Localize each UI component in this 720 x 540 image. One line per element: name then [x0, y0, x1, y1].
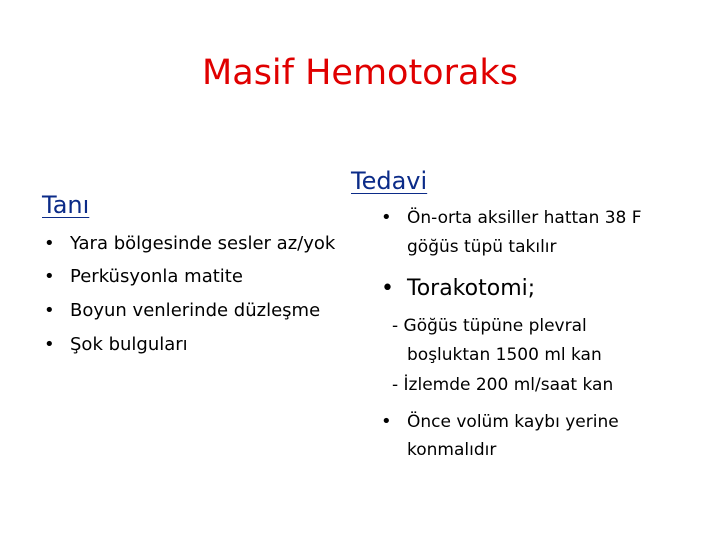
right-sub-item-continuation: boşluktan 1500 ml kan [407, 345, 602, 365]
left-list-item: Boyun venlerinde düzleşme [70, 300, 321, 321]
bullet-icon: • [44, 233, 55, 254]
left-heading: Tanı [42, 191, 90, 219]
left-list-item: Perküsyonla matite [70, 266, 243, 287]
left-list-item: Yara bölgesinde sesler az/yok [70, 233, 336, 254]
bullet-icon: • [44, 334, 55, 355]
right-list-item: Ön-orta aksiller hattan 38 F [407, 208, 642, 228]
right-list-item: Önce volüm kaybı yerine [407, 412, 619, 432]
right-list-item-continuation: göğüs tüpü takılır [407, 237, 557, 257]
slide-title: Masif Hemotoraks [202, 53, 518, 93]
right-list-item-continuation: konmalıdır [407, 440, 497, 460]
bullet-icon: • [44, 300, 55, 321]
bullet-icon: • [381, 207, 392, 228]
bullet-icon: • [381, 276, 394, 301]
bullet-icon: • [44, 266, 55, 287]
right-list-item: Torakotomi; [407, 276, 536, 301]
bullet-icon: • [381, 411, 392, 432]
right-sub-item: - Göğüs tüpüne plevral [392, 316, 587, 336]
right-sub-item: - İzlemde 200 ml/saat kan [392, 375, 614, 395]
left-list-item: Şok bulguları [70, 334, 188, 355]
right-heading: Tedavi [351, 167, 428, 195]
